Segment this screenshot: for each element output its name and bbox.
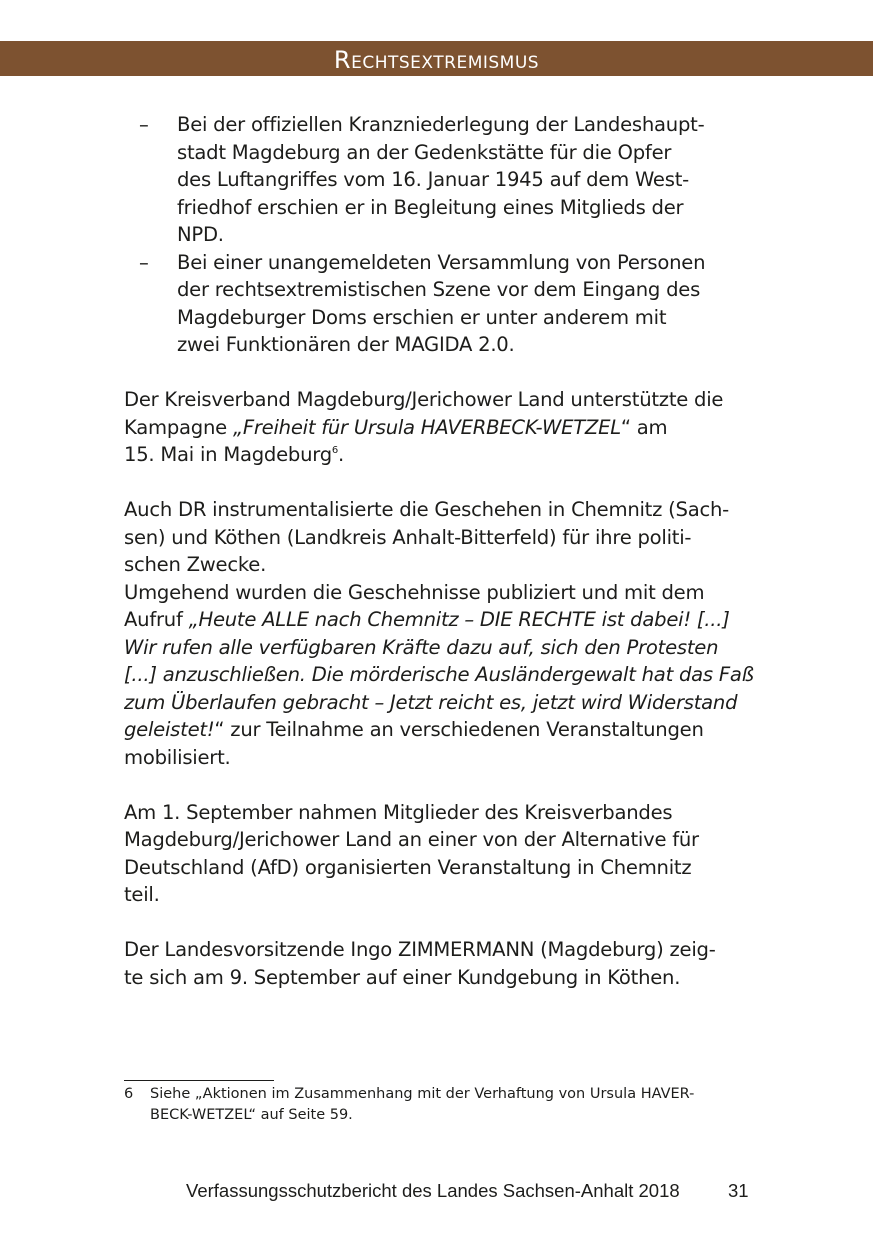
text-span: 15. Mai in Magdeburg	[124, 443, 332, 466]
text-span: .	[338, 443, 345, 466]
text-line: Der Landesvorsitzende Ingo ZIMMERMANN (Magdeburg) zeig-	[124, 938, 716, 961]
text-line: Magdeburg/Jerichower Land an einer von der Alternative für	[124, 828, 699, 851]
text-line: mobilisiert.	[124, 745, 231, 769]
paragraph-september	[124, 799, 764, 909]
text-span: Kampagne	[124, 415, 233, 439]
text-line: Der Kreisverband Magdeburg/Jerichower Land unterstützte die	[124, 388, 724, 411]
footnote-line: BECK-WETZEL“ auf Seite 59.	[150, 1107, 353, 1123]
text-line: Bei der offiziellen Kranzniederlegung der Landeshaupt-	[177, 113, 705, 136]
footnote-line: Siehe „Aktionen im Zusammenhang mit der Verhaftung von Ursula HAVER-	[150, 1086, 695, 1102]
text-line: sen) und Köthen (Landkreis Anhalt-Bitterfeld) für ihre politi-	[124, 525, 692, 549]
paragraph-kampagne	[124, 386, 764, 469]
text-line	[124, 689, 764, 717]
text-line: des Luftangriffes vom 16. Januar 1945 auf dem West-	[177, 168, 689, 191]
text-span: Aufruf	[124, 608, 189, 631]
text-line: Magdeburger Doms erschien er unter anderem mit	[177, 305, 667, 329]
footnote-reference[interactable]: 6	[331, 445, 339, 456]
text-line: der rechtsextremistischen Szene vor dem Eingang des	[177, 278, 701, 301]
footer-publication: Verfassungsschutzbericht des Landes Sachsen-Anhalt 2018	[186, 1180, 680, 1201]
section-title: Rechtsextremismus	[333, 46, 540, 74]
text-line: Am 1. September nahmen Mitglieder des Kreisverbandes	[124, 800, 673, 824]
bullet-dash: –	[139, 113, 149, 136]
paragraph-landesvorsitzende	[124, 936, 764, 991]
paragraph-chemnitz	[124, 496, 764, 771]
text-line: NPD.	[177, 223, 224, 246]
text-line	[124, 661, 764, 689]
list-item	[124, 111, 764, 249]
campaign-quote: „Freiheit für Ursula HAVERBECK-WETZEL	[232, 415, 621, 439]
text-line	[124, 606, 764, 634]
aufruf-quote: „Heute ALLE nach Chemnitz – DIE RECHTE ist dabei! [...]	[188, 608, 730, 631]
text-line: schen Zwecke.	[124, 553, 267, 576]
text-line: stadt Magdeburg an der Gedenkstätte für die Opfer	[177, 140, 672, 164]
text-line: teil.	[124, 883, 160, 906]
text-span: “ zur Teilnahme an verschiedenen Veranstaltungen	[214, 718, 704, 741]
text-line: Auch DR instrumentalisierte die Geschehen in Chemnitz (Sach-	[124, 498, 729, 521]
text-line	[124, 634, 764, 662]
footnote-divider	[124, 1080, 274, 1081]
text-line: Bei einer unangemeldeten Versammlung von Personen	[177, 250, 706, 274]
text-line: friedhof erschien er in Begleitung eines Mitglieds der	[177, 195, 684, 219]
page-number: 31	[728, 1180, 749, 1201]
main-text	[124, 111, 764, 991]
aufruf-quote: Wir rufen alle verfügbaren Kräfte dazu auf, sich den Protesten	[124, 635, 719, 659]
list-item	[124, 249, 764, 359]
bullet-dash: –	[139, 250, 149, 274]
aufruf-quote: [...] anzuschließen. Die mörderische Ausländergewalt hat das Faß	[124, 663, 754, 686]
section-header-bar	[0, 41, 873, 76]
text-line: Umgehend wurden die Geschehnisse publiziert und mit dem	[124, 580, 705, 604]
aufruf-quote: zum Überlaufen gebracht – Jetzt reicht es, jetzt wird Widerstand	[124, 690, 738, 714]
text-line: te sich am 9. September auf einer Kundgebung in Köthen.	[124, 965, 681, 989]
footnote	[124, 1084, 724, 1126]
text-span: “ am	[620, 415, 668, 439]
footnote-number: 6	[124, 1086, 134, 1102]
aufruf-quote: geleistet!	[124, 718, 215, 741]
text-line	[124, 716, 764, 744]
text-line	[124, 414, 764, 442]
text-line: Deutschland (AfD) organisierten Veranstaltung in Chemnitz	[124, 855, 692, 879]
text-line	[124, 441, 764, 469]
text-line: zwei Funktionären der MAGIDA 2.0.	[177, 333, 515, 356]
